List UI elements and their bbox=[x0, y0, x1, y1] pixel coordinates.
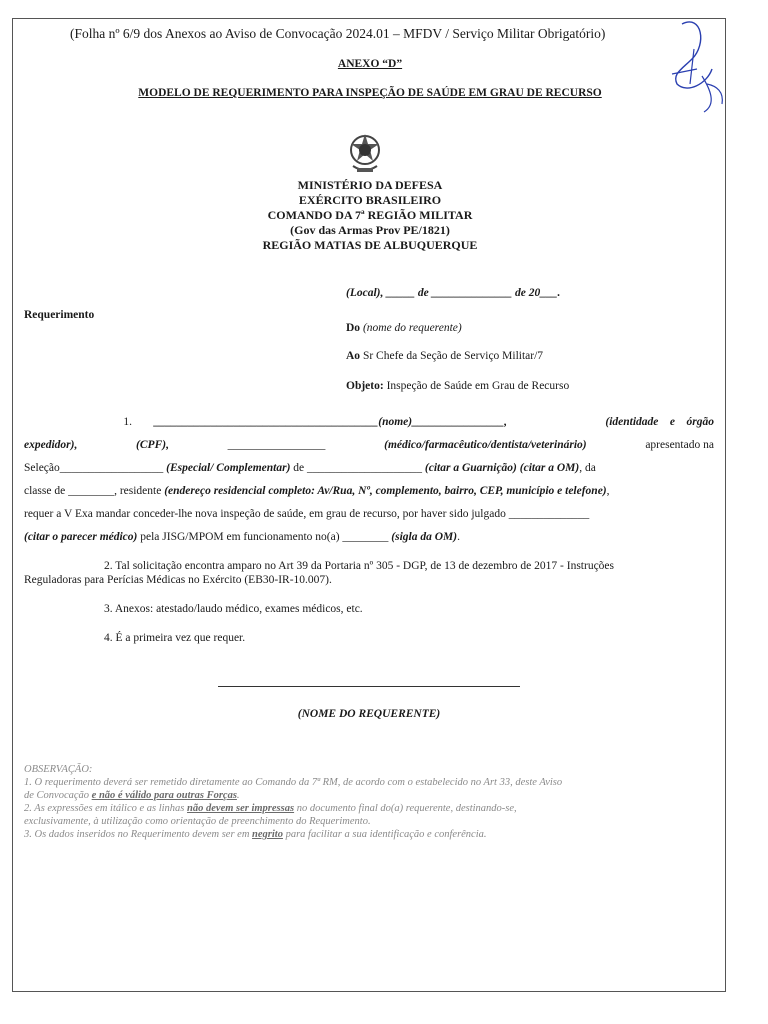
anexo-title: ANEXO “D” bbox=[337, 58, 403, 70]
organization-block bbox=[0, 178, 740, 253]
p1-parecer: (citar o parecer médico) bbox=[24, 531, 138, 543]
org-line-3: COMANDO DA 7ª REGIÃO MILITAR bbox=[267, 208, 473, 222]
p1-line-3 bbox=[24, 457, 714, 481]
org-line-5: REGIÃO MATIAS DE ALBUQUERQUE bbox=[262, 238, 478, 252]
p1-comma: , bbox=[606, 485, 610, 497]
p1-pela: pela JISG/MPOM em funcionamento no(a) ________ bbox=[140, 531, 389, 543]
do-label: Do bbox=[346, 322, 361, 334]
obs-3: 3. Os dados inseridos no Requerimento devem ser em negrito para facilitar a sua identificação e conferência. bbox=[24, 829, 487, 840]
p1-guarnicao: (citar a Guarnição) (citar a OM) bbox=[424, 462, 580, 474]
p1-sigla: (sigla da OM) bbox=[391, 531, 458, 543]
p1-nome: _______________________________________(nome)________________, bbox=[154, 416, 507, 428]
objeto-value: Inspeção de Saúde em Grau de Recurso bbox=[386, 380, 570, 392]
ao-line bbox=[346, 350, 543, 362]
obs-title: OBSERVAÇÃO: bbox=[24, 764, 93, 775]
p1-line-1 bbox=[24, 411, 714, 435]
obs-2b: exclusivamente, à utilização como orientação de preenchimento do Requerimento. bbox=[24, 816, 371, 827]
p1-selecao: Seleção__________________ bbox=[24, 462, 164, 474]
requerimento-label: Requerimento bbox=[24, 309, 95, 321]
p3: 3. Anexos: atestado/laudo médico, exames médicos, etc. bbox=[104, 603, 363, 615]
signature-line bbox=[218, 686, 520, 687]
p1-blank-1: _________________ bbox=[227, 439, 326, 451]
p1-requer: requer a V Exa mandar conceder-lhe nova inspeção de saúde, em grau de recurso, por haver sido julgado ______________ bbox=[24, 508, 590, 520]
objeto-line bbox=[346, 380, 569, 392]
signature-name: (NOME DO REQUERENTE) bbox=[297, 708, 441, 720]
observacao-block bbox=[24, 763, 714, 841]
p1-line-4 bbox=[24, 480, 714, 504]
ao-label: Ao bbox=[346, 350, 361, 362]
p1-cpf: (CPF), bbox=[136, 439, 169, 451]
folha-header: (Folha nº 6/9 dos Anexos ao Aviso de Convocação 2024.01 – MFDV / Serviço Militar Obrigatório) bbox=[70, 26, 606, 41]
p1-ident-1: (identidade e órgão bbox=[605, 416, 714, 428]
obs-1: 1. O requerimento deverá ser remetido diretamente ao Comando da 7ª RM, de acordo com o estabelecido no Art 33, deste Aviso bbox=[24, 777, 563, 788]
do-line bbox=[346, 322, 462, 334]
p4: 4. É a primeira vez que requer. bbox=[104, 632, 246, 644]
do-value: (nome do requerente) bbox=[362, 322, 462, 334]
org-line-1: MINISTÉRIO DA DEFESA bbox=[297, 178, 443, 192]
p1-line-2 bbox=[24, 434, 714, 458]
modelo-title: MODELO DE REQUERIMENTO PARA INSPEÇÃO DE SAÚDE EM GRAU DE RECURSO bbox=[138, 87, 602, 99]
p1-classe: classe de ________, residente bbox=[24, 485, 162, 497]
p1-apresentado: apresentado na bbox=[645, 439, 714, 451]
p1-number: 1. bbox=[123, 416, 132, 428]
p1-line-5 bbox=[24, 503, 714, 527]
p1-ident-2: expedidor), bbox=[24, 439, 78, 451]
ao-value: Sr Chefe da Seção de Serviço Militar/7 bbox=[362, 350, 544, 362]
p1-end: . bbox=[457, 531, 460, 543]
p1-line-6 bbox=[24, 526, 714, 550]
coat-of-arms-icon bbox=[345, 130, 385, 176]
p1-de: de bbox=[293, 462, 305, 474]
obs-1b: de Convocação e não é válido para outras Forças. bbox=[24, 790, 240, 801]
p2-line-1: 2. Tal solicitação encontra amparo no Art 39 da Portaria nº 305 - DGP, de 13 de dezembro de 2017 - Instruções bbox=[104, 560, 615, 572]
p1-blank-2: ____________________ bbox=[307, 462, 423, 474]
objeto-label: Objeto: bbox=[346, 380, 384, 392]
p2-line-2: Reguladoras para Perícias Médicas no Exército (EB30-IR-10.007). bbox=[24, 574, 332, 586]
p1-da: , da bbox=[579, 462, 596, 474]
p1-especial: (Especial/ Complementar) bbox=[166, 462, 291, 474]
org-line-4: (Gov das Armas Prov PE/1821) bbox=[290, 223, 450, 237]
local-date: (Local), _____ de ______________ de 20___. bbox=[346, 287, 561, 299]
org-line-2: EXÉRCITO BRASILEIRO bbox=[298, 193, 442, 207]
p1-endereco: (endereço residencial completo: Av/Rua, Nº, complemento, bairro, CEP, município e telefone) bbox=[164, 485, 607, 497]
p1-medico: (médico/farmacêutico/dentista/veterinário) bbox=[384, 439, 587, 451]
obs-2: 2. As expressões em itálico e as linhas não devem ser impressas no documento final do(a) requerente, destinando-se, bbox=[24, 803, 517, 814]
